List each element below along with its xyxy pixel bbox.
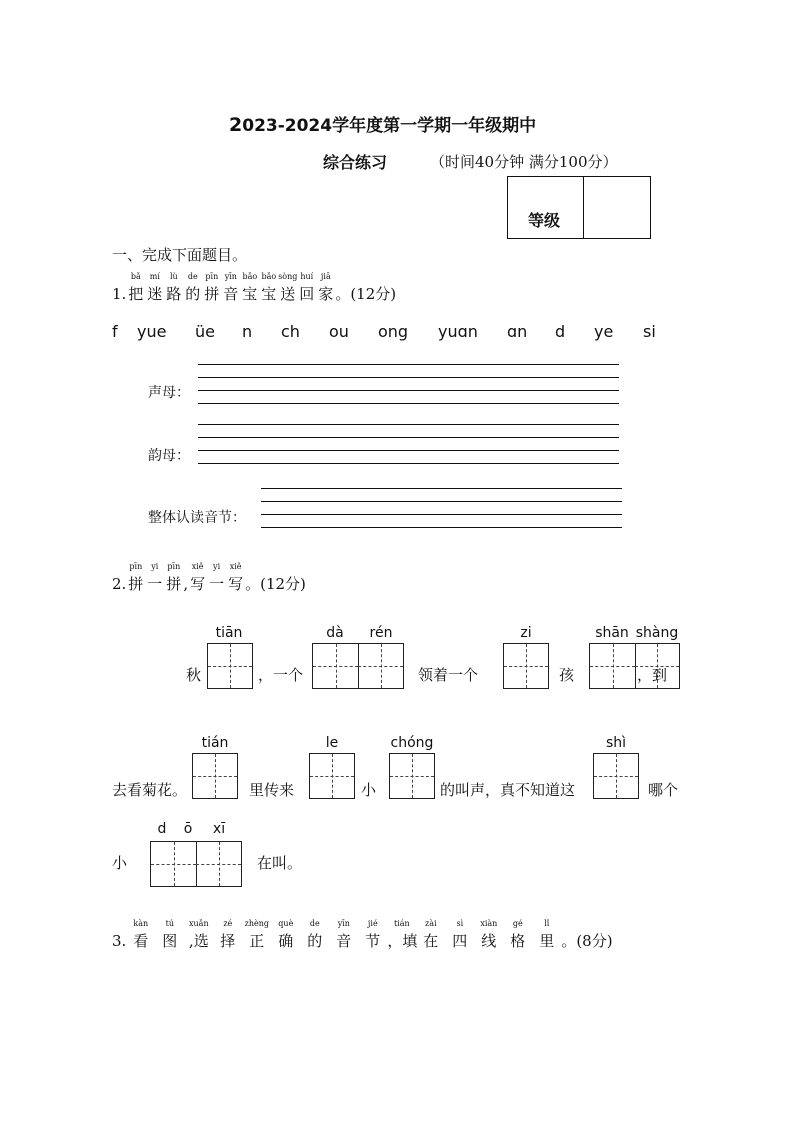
q3-char xyxy=(271,919,300,951)
finals-label: 韵母： xyxy=(148,448,190,464)
q3-char-hanzi: 线 xyxy=(481,932,497,950)
pinyin-tian2: tián xyxy=(201,735,229,751)
answer-line xyxy=(198,364,619,365)
q3-char xyxy=(387,919,418,951)
writing-grid[interactable] xyxy=(207,643,253,689)
q1-char-pinyin: sòng xyxy=(278,272,298,281)
q2b-char-pinyin: yi xyxy=(213,562,221,571)
writing-grid[interactable] xyxy=(309,753,355,799)
q2b-char xyxy=(207,562,226,594)
question-1 xyxy=(112,272,397,304)
q1-number: 1. xyxy=(112,285,127,303)
q3-char xyxy=(474,919,503,951)
q3-char-pinyin: sì xyxy=(456,919,464,928)
q3-char-pinyin: zhèng xyxy=(244,919,269,928)
q1-char-hanzi: 迷 xyxy=(147,285,163,303)
text-jiaosheng: 的叫声，真不知道这 xyxy=(440,781,576,799)
q3-char-hanzi: 格 xyxy=(510,932,526,950)
q3-char-pinyin: tú xyxy=(165,919,174,928)
q1-char xyxy=(183,272,202,304)
writing-grid[interactable] xyxy=(312,643,404,689)
exam-title xyxy=(229,111,536,136)
title-first-digit: 2 xyxy=(229,114,243,136)
question-2 xyxy=(112,562,306,594)
q3-char-pinyin: zé xyxy=(223,919,233,928)
q1-char xyxy=(164,272,183,304)
q2-chars-b xyxy=(188,562,245,593)
q1-char-pinyin: jiā xyxy=(320,272,331,281)
q1-char xyxy=(221,272,240,304)
q1-char xyxy=(259,272,278,304)
q2a-char-pinyin: pīn xyxy=(129,562,143,571)
q2a-char-pinyin: yi xyxy=(151,562,159,571)
pinyin-zi: zi xyxy=(520,625,532,641)
q3-char-hanzi: 择 xyxy=(220,932,236,950)
pinyin-shan: shān xyxy=(595,625,629,641)
q2a-char xyxy=(145,562,164,594)
answer-line xyxy=(261,488,622,489)
writing-grid[interactable] xyxy=(192,753,238,799)
pinyin-chong: chóng xyxy=(390,735,434,751)
q3-char-pinyin: jié xyxy=(367,919,378,928)
q1-char-pinyin: pīn xyxy=(205,272,219,281)
q2b-char xyxy=(188,562,207,594)
pinyin-tian: tiān xyxy=(215,625,243,641)
q3-chars xyxy=(126,919,561,950)
q1-chars xyxy=(126,272,335,303)
grade-box xyxy=(507,176,651,239)
q3-char-pinyin: de xyxy=(309,919,320,928)
q2-chars-a xyxy=(126,562,183,593)
q2a-char xyxy=(126,562,145,594)
q3-char xyxy=(503,919,532,951)
q3-char-pinyin: lǐ xyxy=(544,919,550,928)
initials-label: 声母： xyxy=(148,385,190,401)
q2-comma: , xyxy=(183,575,189,593)
q1-char xyxy=(126,272,145,304)
q2a-char-hanzi: 拼 xyxy=(128,575,144,593)
q3-char xyxy=(416,919,445,951)
q1-char-hanzi: 回 xyxy=(299,285,315,303)
q3-char xyxy=(358,919,387,951)
time-note: （时间40分钟 满分100分） xyxy=(430,153,618,171)
pinyin-option: yue xyxy=(137,322,167,341)
q3-char-pinyin: xuǎn xyxy=(189,919,209,928)
q1-char xyxy=(145,272,164,304)
text-hai: 孩 xyxy=(559,666,575,684)
q2-number: 2. xyxy=(112,575,127,593)
q2a-char xyxy=(164,562,183,594)
pinyin-da: dà xyxy=(326,625,344,641)
text-dao: ，到 xyxy=(637,666,668,684)
text-yige: ，一个 xyxy=(258,666,304,684)
q3-char xyxy=(329,919,358,951)
answer-line xyxy=(261,501,622,502)
q1-char-hanzi: 的 xyxy=(185,285,201,303)
q3-char-hanzi: 的 xyxy=(307,932,323,950)
q1-char xyxy=(316,272,335,304)
q3-char-pinyin: yīn xyxy=(337,919,350,928)
pinyin-shang: shàng xyxy=(635,625,679,641)
answer-line xyxy=(261,527,622,528)
answer-line xyxy=(198,390,619,391)
q3-char xyxy=(445,919,474,951)
q3-char-hanzi: 正 xyxy=(249,932,265,950)
pinyin-option: si xyxy=(643,322,656,341)
answer-line xyxy=(261,514,622,515)
question-3 xyxy=(112,919,613,951)
q2a-char-hanzi: 拼 xyxy=(166,575,182,593)
pinyin-d: d xyxy=(157,821,167,837)
text-qukan: 去看菊花。 xyxy=(112,781,188,799)
pinyin-ren: rén xyxy=(369,625,393,641)
q2b-char-hanzi: 一 xyxy=(209,575,225,593)
q3-char-hanzi: 节 xyxy=(365,932,381,950)
writing-grid[interactable] xyxy=(503,643,549,689)
q1-char-hanzi: 路 xyxy=(166,285,182,303)
q1-char-pinyin: yīn xyxy=(224,272,237,281)
pinyin-option: ong xyxy=(378,322,409,341)
q1-char-hanzi: 宝 xyxy=(242,285,258,303)
q1-tail: 。(12分) xyxy=(335,285,397,303)
q3-char-hanzi: ，填 xyxy=(387,932,418,950)
pinyin-option: yuɑn xyxy=(438,322,478,341)
q1-char xyxy=(297,272,316,304)
pinyin-option: üe xyxy=(195,322,215,341)
q3-char-hanzi: ,选 xyxy=(188,932,209,950)
text-li: 里传来 xyxy=(249,781,295,799)
answer-line xyxy=(198,450,619,451)
pinyin-option: d xyxy=(555,322,566,341)
q3-char-pinyin: kàn xyxy=(133,919,149,928)
grade-label: 等级 xyxy=(528,211,561,230)
q1-char-pinyin: bǎo xyxy=(242,272,258,281)
q1-char-hanzi: 音 xyxy=(223,285,239,303)
q3-char-hanzi: 看 xyxy=(133,932,149,950)
q3-char-pinyin: zài xyxy=(425,919,437,928)
q3-char-pinyin: què xyxy=(278,919,294,928)
q1-char-pinyin: mí xyxy=(149,272,160,281)
q1-char-hanzi: 送 xyxy=(280,285,296,303)
title-text: 023-2024学年度第一学期一年级期中 xyxy=(242,116,537,136)
q1-char xyxy=(240,272,259,304)
q3-char-pinyin: xiàn xyxy=(480,919,498,928)
text-lingzhe: 领着一个 xyxy=(418,666,479,684)
q1-char-hanzi: 把 xyxy=(128,285,144,303)
q1-char xyxy=(202,272,221,304)
q1-char-hanzi: 家 xyxy=(318,285,334,303)
q3-char-hanzi: 里 xyxy=(539,932,555,950)
text-zaijiao: 在叫。 xyxy=(257,854,303,872)
exam-subtitle: 综合练习 xyxy=(323,153,388,172)
section-heading: 一、完成下面题目。 xyxy=(112,246,248,264)
answer-line xyxy=(198,463,619,464)
q3-char xyxy=(155,919,184,951)
q1-char-pinyin: lù xyxy=(169,272,178,281)
q1-char xyxy=(278,272,298,304)
answer-line xyxy=(198,424,619,425)
q3-char xyxy=(300,919,329,951)
q3-char-pinyin: gé xyxy=(512,919,523,928)
writing-grid[interactable] xyxy=(593,753,639,799)
answer-line xyxy=(198,377,619,378)
q2a-char-hanzi: 一 xyxy=(147,575,163,593)
q1-char-pinyin: bǎ xyxy=(130,272,141,281)
pinyin-option: ou xyxy=(329,322,349,341)
pinyin-option: ɑn xyxy=(507,322,528,341)
q1-char-pinyin: huí xyxy=(300,272,314,281)
q2b-char-hanzi: 写 xyxy=(190,575,206,593)
q1-char-hanzi: 宝 xyxy=(261,285,277,303)
q3-char xyxy=(242,919,271,951)
q2a-char-pinyin: pīn xyxy=(167,562,181,571)
q1-char-hanzi: 拼 xyxy=(204,285,220,303)
q3-char-hanzi: 四 xyxy=(452,932,468,950)
q2b-char-pinyin: xiě xyxy=(191,562,204,571)
pinyin-option: ye xyxy=(594,322,614,341)
q3-char xyxy=(532,919,561,951)
q3-char-hanzi: 确 xyxy=(278,932,294,950)
q2b-char-hanzi: 写 xyxy=(228,575,244,593)
pinyin-shi: shì xyxy=(605,735,627,751)
answer-line xyxy=(198,437,619,438)
pinyin-xi: xī xyxy=(212,821,226,837)
pinyin-le: le xyxy=(325,735,339,751)
q3-number: 3. xyxy=(112,932,127,950)
pinyin-o: ō xyxy=(183,821,193,837)
answer-line xyxy=(198,403,619,404)
text-nage: 哪个 xyxy=(648,781,679,799)
grade-box-divider xyxy=(583,177,584,238)
q2b-char xyxy=(226,562,245,594)
q3-char-hanzi: 图 xyxy=(162,932,178,950)
text-xiao: 小 xyxy=(361,781,377,799)
q2b-char-pinyin: xiě xyxy=(229,562,242,571)
q1-char-pinyin: bǎo xyxy=(261,272,277,281)
q3-char-pinyin: tián xyxy=(393,919,410,928)
q3-char xyxy=(126,919,155,951)
q2-tail: 。(12分) xyxy=(245,575,306,593)
q3-char xyxy=(184,919,213,951)
writing-grid[interactable] xyxy=(150,841,242,887)
pinyin-option: n xyxy=(242,322,253,341)
q1-char-pinyin: de xyxy=(187,272,198,281)
pinyin-option: f xyxy=(112,322,118,341)
q3-char-hanzi: 在 xyxy=(423,932,439,950)
text-xiao2: 小 xyxy=(112,854,128,872)
q3-tail: 。(8分) xyxy=(561,932,613,950)
whole-syllable-label: 整体认读音节： xyxy=(148,510,246,526)
text-qiu: 秋 xyxy=(186,666,202,684)
q3-char-hanzi: 音 xyxy=(336,932,352,950)
writing-grid[interactable] xyxy=(389,753,435,799)
q3-char xyxy=(213,919,242,951)
pinyin-option: ch xyxy=(281,322,300,341)
